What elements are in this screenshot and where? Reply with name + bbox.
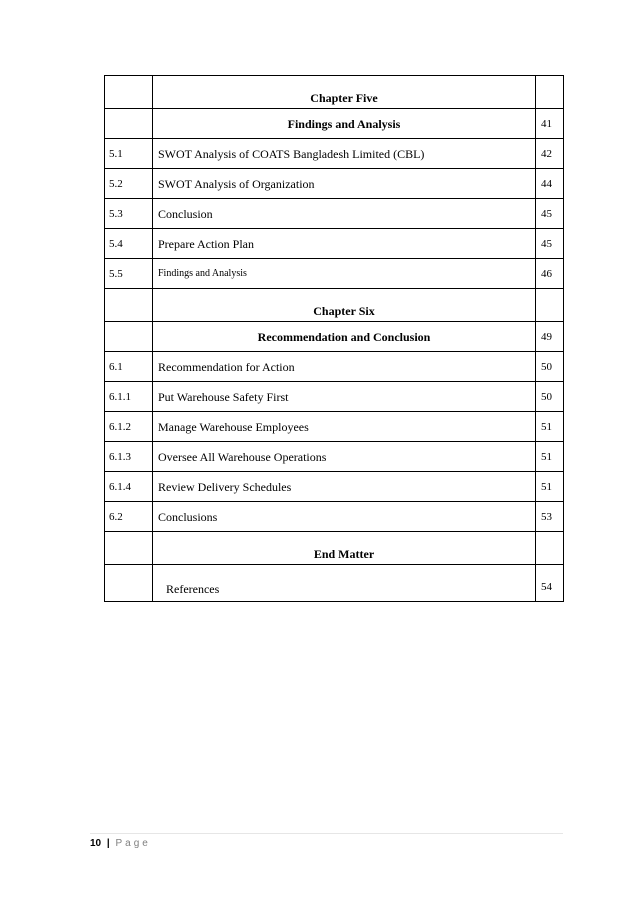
toc-entry-title: Prepare Action Plan [153,229,536,259]
toc-section-number [105,565,153,602]
toc-row [105,76,564,109]
toc-entry-title: End Matter [153,532,536,565]
toc-page-number [536,76,564,109]
toc-row [105,472,564,502]
toc-page-number: 50 [536,382,564,412]
toc-page-number: 51 [536,442,564,472]
toc-page-number: 53 [536,502,564,532]
toc-section-number: 5.2 [105,169,153,199]
toc-section-number: 5.1 [105,139,153,169]
toc-row [105,412,564,442]
toc-entry-title: References [153,565,536,602]
toc-entry-title: Recommendation and Conclusion [153,322,536,352]
toc-entry-title: Findings and Analysis [153,109,536,139]
toc-section-number: 6.1 [105,352,153,382]
toc-page-number: 42 [536,139,564,169]
toc-section-number: 5.3 [105,199,153,229]
toc-page-number [536,289,564,322]
toc-page-number: 50 [536,352,564,382]
toc-page-number: 51 [536,472,564,502]
toc-row [105,109,564,139]
toc-page-number: 45 [536,229,564,259]
toc-page-number: 51 [536,412,564,442]
toc-section-number [105,289,153,322]
toc-entry-title: Review Delivery Schedules [153,472,536,502]
toc-page-number: 46 [536,259,564,289]
toc-section-number: 6.1.2 [105,412,153,442]
toc-section-number: 6.2 [105,502,153,532]
toc-row [105,502,564,532]
toc-body [105,76,564,602]
table-of-contents [104,75,564,602]
toc-page-number: 44 [536,169,564,199]
toc-row [105,139,564,169]
toc-entry-title: Conclusions [153,502,536,532]
page-word: Page [115,838,151,849]
toc-section-number: 5.4 [105,229,153,259]
toc-row [105,169,564,199]
footer-divider [90,833,563,834]
toc-section-number [105,532,153,565]
toc-row [105,382,564,412]
toc-entry-title: Put Warehouse Safety First [153,382,536,412]
footer-separator: | [106,838,110,849]
toc-row [105,352,564,382]
toc-row [105,442,564,472]
toc-entry-title: Oversee All Warehouse Operations [153,442,536,472]
toc-entry-title: Recommendation for Action [153,352,536,382]
toc-page-number [536,532,564,565]
toc-entry-title: Chapter Six [153,289,536,322]
toc-page-number: 49 [536,322,564,352]
toc-row [105,532,564,565]
toc-section-number: 6.1.3 [105,442,153,472]
toc-row [105,322,564,352]
toc-row [105,229,564,259]
page-footer [90,838,151,849]
toc-section-number [105,109,153,139]
toc-entry-title: Manage Warehouse Employees [153,412,536,442]
toc-entry-title: Findings and Analysis [153,259,536,289]
toc-row [105,259,564,289]
toc-row [105,289,564,322]
toc-page-number: 41 [536,109,564,139]
toc-row [105,199,564,229]
toc-row [105,565,564,602]
toc-section-number: 5.5 [105,259,153,289]
toc-entry-title: SWOT Analysis of COATS Bangladesh Limited (CBL) [153,139,536,169]
toc-section-number [105,322,153,352]
page-number: 10 [90,838,102,849]
toc-section-number: 6.1.1 [105,382,153,412]
toc-entry-title: Conclusion [153,199,536,229]
toc-section-number: 6.1.4 [105,472,153,502]
toc-entry-title: Chapter Five [153,76,536,109]
toc-entry-title: SWOT Analysis of Organization [153,169,536,199]
toc-section-number [105,76,153,109]
toc-page-number: 54 [536,565,564,602]
toc-page-number: 45 [536,199,564,229]
